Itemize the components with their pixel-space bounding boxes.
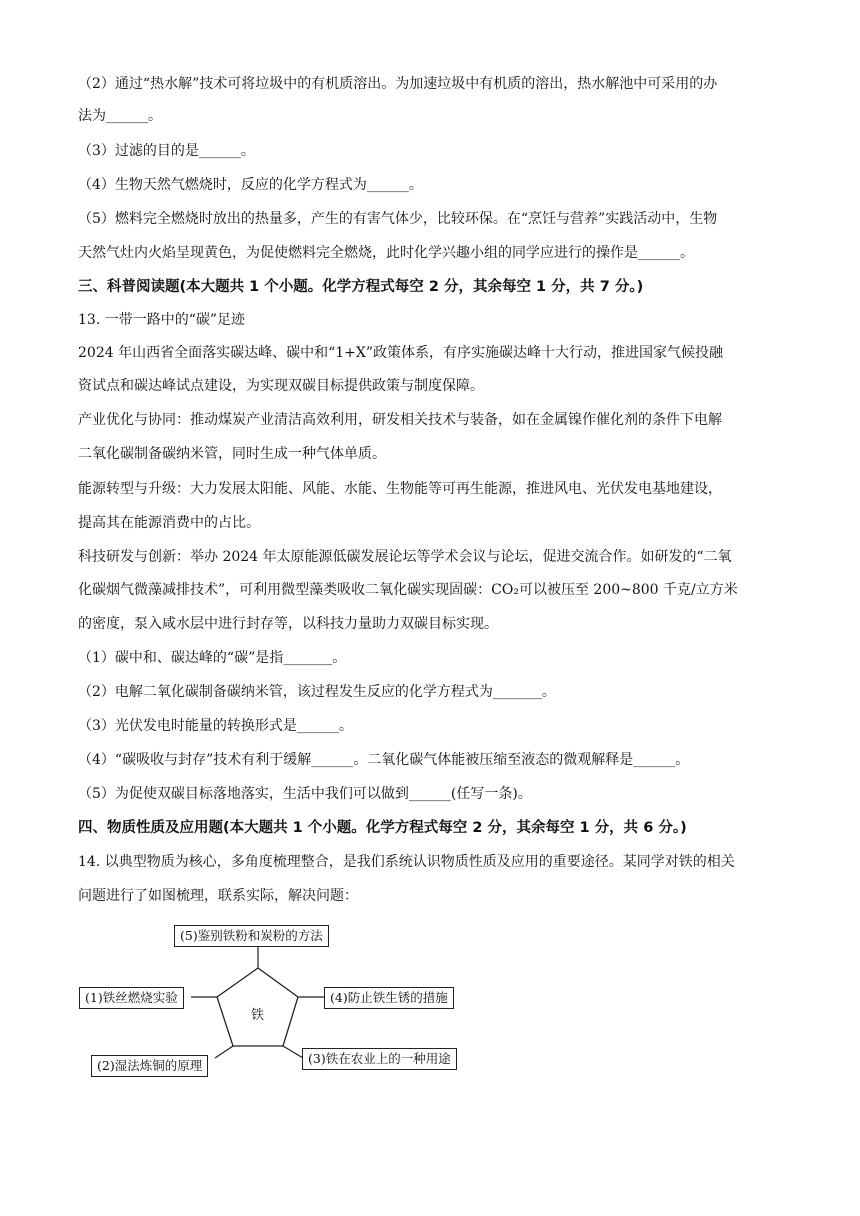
connector-bottom-right xyxy=(283,1046,303,1058)
q13-paragraph3-line2: 提高其在能源消费中的占比。 xyxy=(78,515,260,531)
q12-part2-line1: （2）通过“热水解”技术可将垃圾中的有机质溶出。为加速垃圾中有机质的溶出，热水解池中可采用的办 xyxy=(78,76,718,92)
q13-paragraph1-line1: 2024 年山西省全面落实碳达峰、碳中和“1+X”政策体系，有序实施碳达峰十大行动，推进国家气候投融 xyxy=(78,345,723,361)
q14-intro-line1: 14. 以典型物质为核心，多角度梳理整合，是我们系统认识物质性质及应用的重要途径。某同学对铁的相关 xyxy=(78,854,735,870)
connector-bottom-left xyxy=(215,1046,233,1058)
section-4-heading: 四、物质性质及应用题(本大题共 1 个小题。化学方程式每空 2 分，其余每空 1 分，共 6 分。) xyxy=(78,820,687,836)
q13-part1: （1）碳中和、碳达峰的“碳”是指_______。 xyxy=(78,650,347,666)
q13-paragraph3-line1: 能源转型与升级：大力发展太阳能、风能、水能、生物能等可再生能源，推进风电、光伏发电基地建设， xyxy=(78,481,722,497)
q13-paragraph4-line1: 科技研发与创新：举办 2024 年太原能源低碳发展论坛等学术会议与论坛，促进交流合作。如研发的“二氧 xyxy=(78,549,732,565)
section-3-heading: 三、科普阅读题(本大题共 1 个小题。化学方程式每空 2 分，其余每空 1 分，共 7 分。) xyxy=(78,279,644,295)
q13-part5: （5）为促使双碳目标落地落实，生活中我们可以做到______(任写一条)。 xyxy=(78,786,532,802)
q13-paragraph1-line2: 资试点和碳达峰试点建设，为实现双碳目标提供政策与制度保障。 xyxy=(78,378,484,394)
q13-title: 13. 一带一路中的“碳”足迹 xyxy=(78,312,246,328)
box-wet-copper-smelting: (2)湿法炼铜的原理 xyxy=(91,1055,208,1077)
q14-intro-line2: 问题进行了如图梳理，联系实际，解决问题： xyxy=(78,888,358,904)
q13-part3: （3）光伏发电时能量的转换形式是______。 xyxy=(78,718,353,734)
q13-paragraph4-line3: 的密度，泵入咸水层中进行封存等，以科技力量助力双碳目标实现。 xyxy=(78,616,498,632)
box-iron-wire-combustion: (1)铁丝燃烧实验 xyxy=(79,987,184,1009)
q12-part2-line2: 法为______。 xyxy=(78,108,162,124)
q13-part2: （2）电解二氧化碳制备碳纳米管，该过程发生反应的化学方程式为_______。 xyxy=(78,684,556,700)
q12-part5-line1: （5）燃料完全燃烧时放出的热量多，产生的有害气体少，比较环保。在“烹饪与营养”实践活动中，生物 xyxy=(78,211,718,227)
q12-part5-line2: 天然气灶内火焰呈现黄色，为促使燃料完全燃烧，此时化学兴趣小组的同学应进行的操作是______。 xyxy=(78,245,694,261)
center-label-iron: 铁 xyxy=(251,1008,265,1023)
box-prevent-rust: (4)防止铁生锈的措施 xyxy=(324,987,454,1009)
q13-part4: （4）“碳吸收与封存”技术有利于缓解______。二氧化碳气体能被压缩至液态的微观解释是______。 xyxy=(78,752,690,768)
q12-part3: （3）过滤的目的是______。 xyxy=(78,143,255,159)
box-identify-iron-carbon: (5)鉴别铁粉和炭粉的方法 xyxy=(174,925,329,947)
q13-paragraph2-line1: 产业优化与协同：推动煤炭产业清洁高效利用，研发相关技术与装备，如在金属镍作催化剂的条件下电解 xyxy=(78,412,722,428)
q12-part4: （4）生物天然气燃烧时，反应的化学方程式为______。 xyxy=(78,177,423,193)
box-agriculture-use: (3)铁在农业上的一种用途 xyxy=(302,1048,457,1070)
q13-paragraph4-line2: 化碳烟气微藻减排技术”，可利用微型藻类吸收二氧化碳实现固碳：CO₂可以被压至 200~800 千克/立方米 xyxy=(78,582,738,598)
q13-paragraph2-line2: 二氧化碳制备碳纳米管，同时生成一种气体单质。 xyxy=(78,446,386,462)
